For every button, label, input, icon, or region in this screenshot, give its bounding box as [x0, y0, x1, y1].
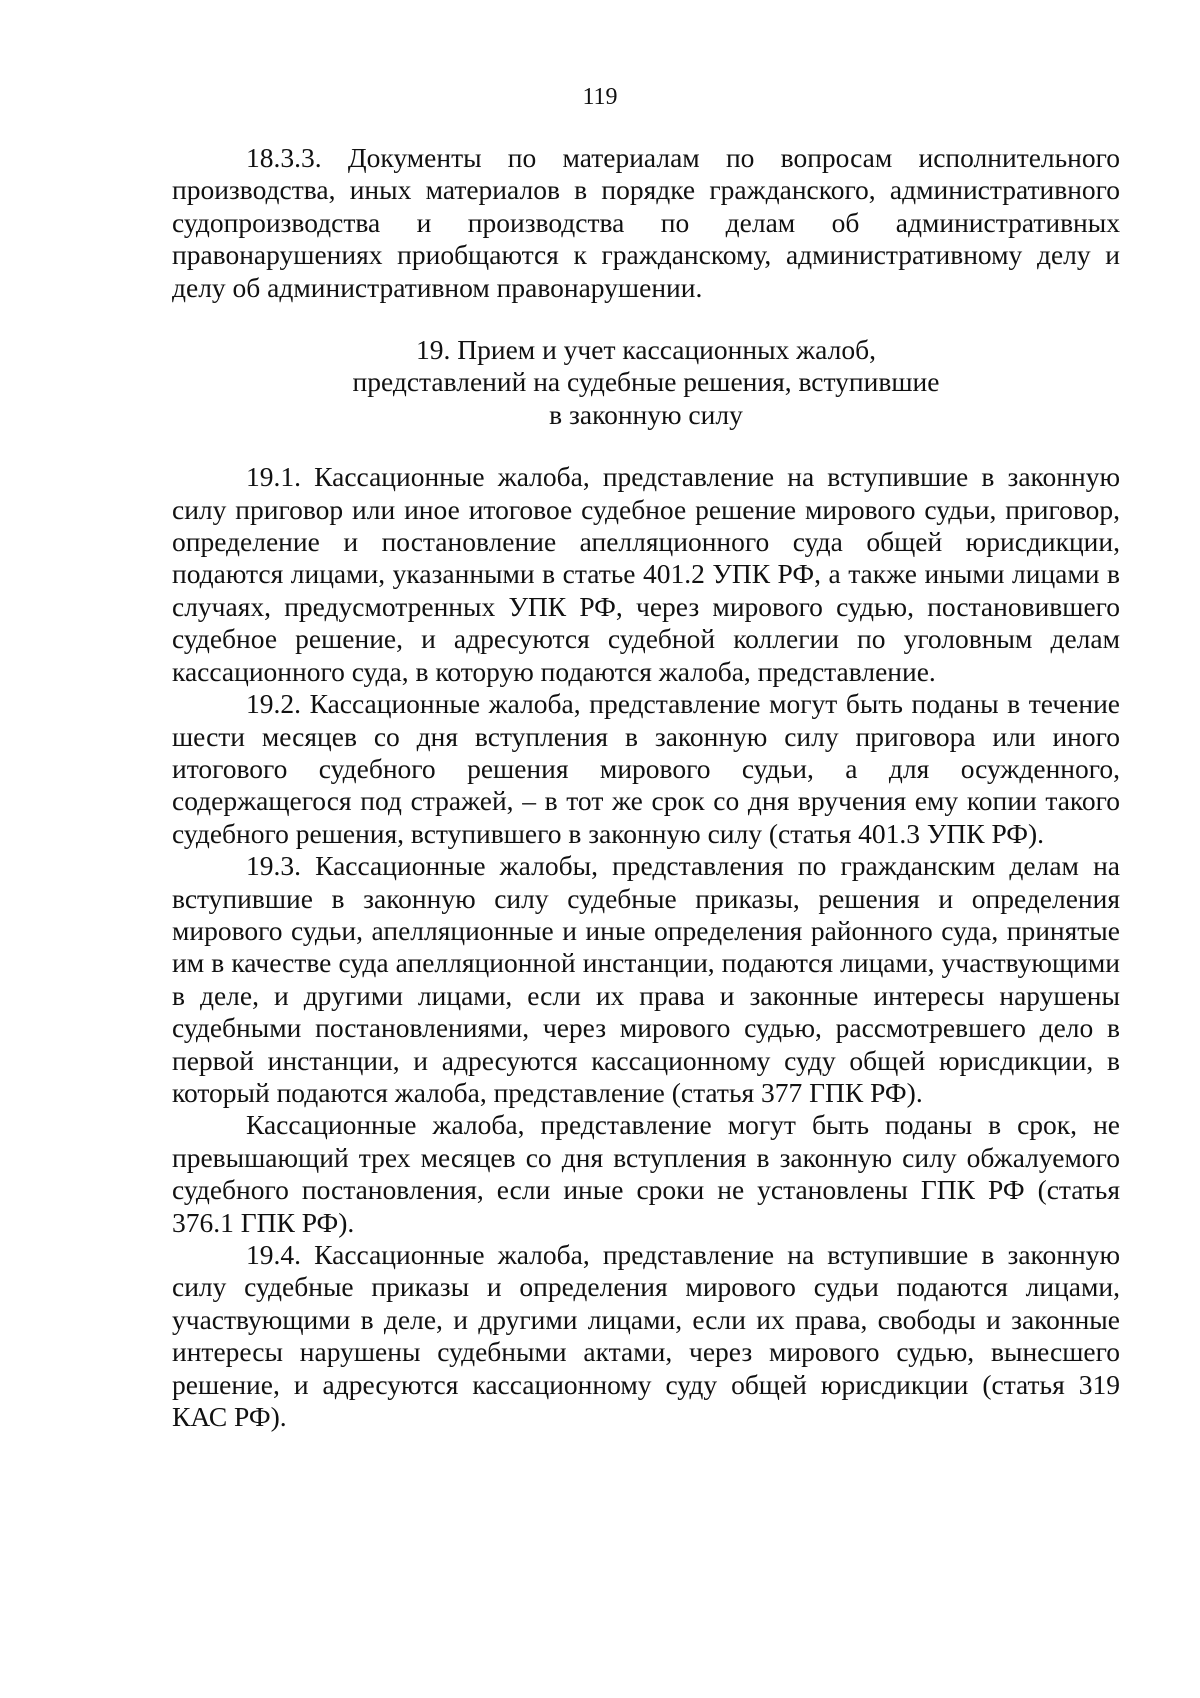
page-number: 119 [582, 84, 618, 110]
document-body [172, 142, 1120, 1433]
paragraph-19-3: 19.3. Кассационные жалобы, представления по гражданским делам на вступившие в законную силу судебные приказы, решения и определения мирового судьи, апелляционные и иные определения районного суда, принятые им в качестве суда апелляционной инстанции, подаются лицами, участвующими в деле, и другими лицами, если их права и законные интересы нарушены судебными постановлениями, через мирового судью, рассмотревшего дело в первой инстанции, и адресуются кассационному суду общей юрисдикции, в который подаются жалоба, представление (статья 377 ГПК РФ). [172, 850, 1120, 1108]
section-heading-line-2: представлений на судебные решения, вступившие [352, 366, 940, 398]
section-heading-line-3: в законную силу [549, 398, 743, 430]
paragraph-19-1: 19.1. Кассационные жалоба, представление на вступившие в законную силу приговор или иное итоговое судебное решение мирового судьи, приговор, определение и постановление апелляционного суда общей юрисдикции, подаются лицами, указанными в статье 401.2 УПК РФ, а также иными лицами в случаях, предусмотренных УПК РФ, через мирового судью, постановившего судебное решение, и адресуются судебной коллегии по уголовным делам кассационного суда, в которую подаются жалоба, представление. [172, 461, 1120, 687]
paragraph-19-3-term: Кассационные жалоба, представление могут быть поданы в срок, не превышающий трех месяцев со дня вступления в законную силу обжалуемого судебного постановления, если иные сроки не установлены ГПК РФ (статья 376.1 ГПК РФ). [172, 1109, 1120, 1238]
paragraph-18-3-3: 18.3.3. Документы по материалам по вопросам исполнительного производства, иных материалов в порядке гражданского, административного судопроизводства и производства по делам об административных правонарушениях приобщаются к гражданскому, административному делу и делу об административном правонарушении. [172, 142, 1120, 303]
section-heading-19 [172, 334, 1120, 431]
section-heading-line-1: 19. Прием и учет кассационных жалоб, [416, 334, 876, 366]
paragraph-19-4: 19.4. Кассационные жалоба, представление на вступившие в законную силу судебные приказы и определения мирового судьи подаются лицами, участвующими в деле, и другими лицами, если их права, свободы и законные интересы нарушены судебными актами, через мирового судью, вынесшего решение, и адресуются кассационному суду общей юрисдикции (статья 319 КАС РФ). [172, 1239, 1120, 1433]
paragraph-19-2: 19.2. Кассационные жалоба, представление могут быть поданы в течение шести месяцев со дня вступления в законную силу приговора или иного итогового судебного решения мирового судьи, а для осужденного, содержащегося под стражей, – в тот же срок со дня вручения ему копии такого судебного решения, вступившего в законную силу (статья 401.3 УПК РФ). [172, 688, 1120, 849]
